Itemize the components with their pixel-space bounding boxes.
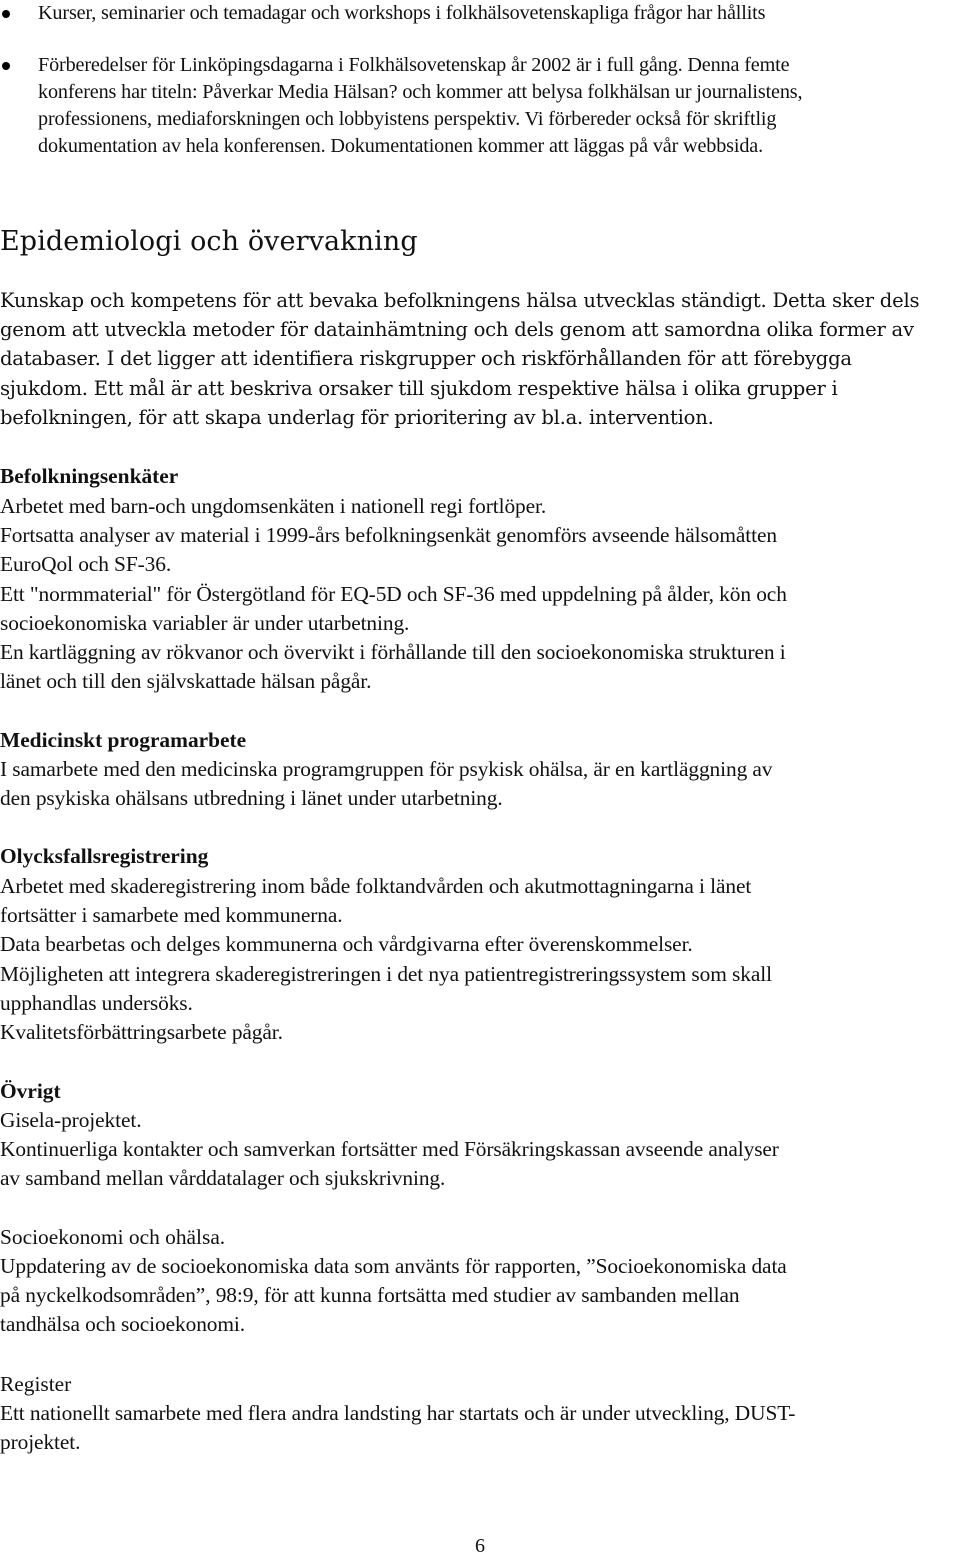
text-line: Fortsatta analyser av material i 1999-års befolkningsenkät genomförs avseende hälsomåtten: [0, 523, 777, 548]
intro-line: sjukdom. Ett mål är att beskriva orsaker till sjukdom respektive hälsa i olika grupper i: [0, 376, 838, 400]
olycksfall-paragraph: [0, 872, 950, 1047]
socio-paragraph: [0, 1252, 950, 1340]
text-line: tandhälsa och socioekonomi.: [0, 1312, 246, 1337]
intro-line: databaser. I det ligger att identifiera riskgrupper och riskförhållanden för att förebygga: [0, 347, 852, 371]
text-line: fortsätter i samarbete med kommunerna.: [0, 903, 343, 928]
text-line: Uppdatering av de socioekonomiska data som använts för rapporten, ”Socioekonomiska data: [0, 1254, 787, 1278]
bullet-item-courses: [0, 0, 785, 27]
text-line: Ett nationellt samarbete med flera andra landsting har startats och är under utveckling, DUST-: [0, 1401, 796, 1425]
subheading-befolkningsenkater: Befolkningsenkäter: [0, 464, 179, 488]
text-line: den psykiska ohälsans utbredning i länet under utarbetning.: [0, 786, 503, 811]
text-line: EuroQol och SF-36.: [0, 552, 172, 577]
text-line: socioekonomiska variabler är under utarbetning.: [0, 610, 410, 635]
text-line: Arbetet med barn-och ungdomsenkäten i nationell regi fortlöper.: [0, 494, 547, 518]
text-line: I samarbete med den medicinska programgruppen för psykisk ohälsa, är en kartläggning av: [0, 757, 773, 781]
text-line: på nyckelkodsområden”, 98:9, för att kunna fortsätta med studier av sambanden mellan: [0, 1283, 740, 1308]
register-paragraph: [0, 1399, 950, 1457]
bullet-line: Kurser, seminarier och temadagar och workshops i folkhälsovetenskapliga frågor har hållits: [38, 2, 766, 24]
subheading-ovrigt: Övrigt: [0, 1079, 61, 1103]
page-number: 6: [475, 1535, 485, 1557]
intro-line: Kunskap och kompetens för att bevaka befolkningens hälsa utvecklas ständigt. Detta sker dels: [0, 289, 920, 312]
section-title: Epidemiologi och övervakning: [0, 226, 418, 257]
text-line: Ett "normmaterial" för Östergötland för EQ-5D och SF-36 med uppdelning på ålder, kön och: [0, 581, 787, 606]
text-line: länet och till den självskattade hälsan pågår.: [0, 669, 372, 694]
text-line: Gisela-projektet.: [0, 1108, 142, 1132]
text-line: Kontinuerliga kontakter och samverkan fortsätter med Försäkringskassan avseende analyser: [0, 1137, 779, 1162]
subheading-register: Register: [0, 1372, 72, 1396]
intro-line: genom att utveckla metoder för datainhämtning och dels genom att samordna olika former av: [0, 318, 914, 342]
bullet-line: konferens har titeln: Påverkar Media Hälsan? och kommer att belysa folkhälsan ur journalistens,: [38, 81, 803, 103]
text-line: av samband mellan vårddatalager och sjukskrivning.: [0, 1166, 446, 1191]
bullet-line: dokumentation av hela konferensen. Dokumentationen kommer att läggas på vår webbsida.: [38, 135, 763, 157]
text-line: Data bearbetas och delges kommunerna och vårdgivarna efter överenskommelser.: [0, 932, 693, 957]
bullet-line: Förberedelser för Linköpingsdagarna i Folkhälsovetenskap år 2002 är i full gång. Denna femte: [38, 54, 790, 76]
text-line: Kvalitetsförbättringsarbete pågår.: [0, 1020, 283, 1045]
befolkning-paragraph: [0, 492, 950, 696]
text-line: En kartläggning av rökvanor och övervikt i förhållande till den socioekonomiska strukturen i: [0, 640, 786, 665]
subheading-medicinskt-programarbete: Medicinskt programarbete: [0, 728, 247, 752]
subheading-olycksfallsregistrering: Olycksfallsregistrering: [0, 844, 209, 868]
medicinskt-paragraph: [0, 755, 950, 813]
subheading-socioekonomi: Socioekonomi och ohälsa.: [0, 1225, 226, 1249]
text-line: Arbetet med skaderegistrering inom både folktandvården och akutmottagningarna i länet: [0, 874, 752, 898]
intro-line: befolkningen, för att skapa underlag för prioritering av bl.a. intervention.: [0, 405, 714, 429]
text-line: projektet.: [0, 1430, 81, 1455]
section-intro: [0, 286, 950, 432]
text-line: upphandlas undersöks.: [0, 990, 193, 1015]
bullet-line: professionens, mediaforskningen och lobbyistens perspektiv. Vi förbereder också för skriftlig: [38, 108, 777, 130]
bullet-item-conference: [0, 52, 822, 160]
ovrigt-paragraph: [0, 1106, 950, 1194]
text-line: Möjligheten att integrera skaderegistreringen i det nya patientregistreringssystem som skall: [0, 961, 772, 986]
